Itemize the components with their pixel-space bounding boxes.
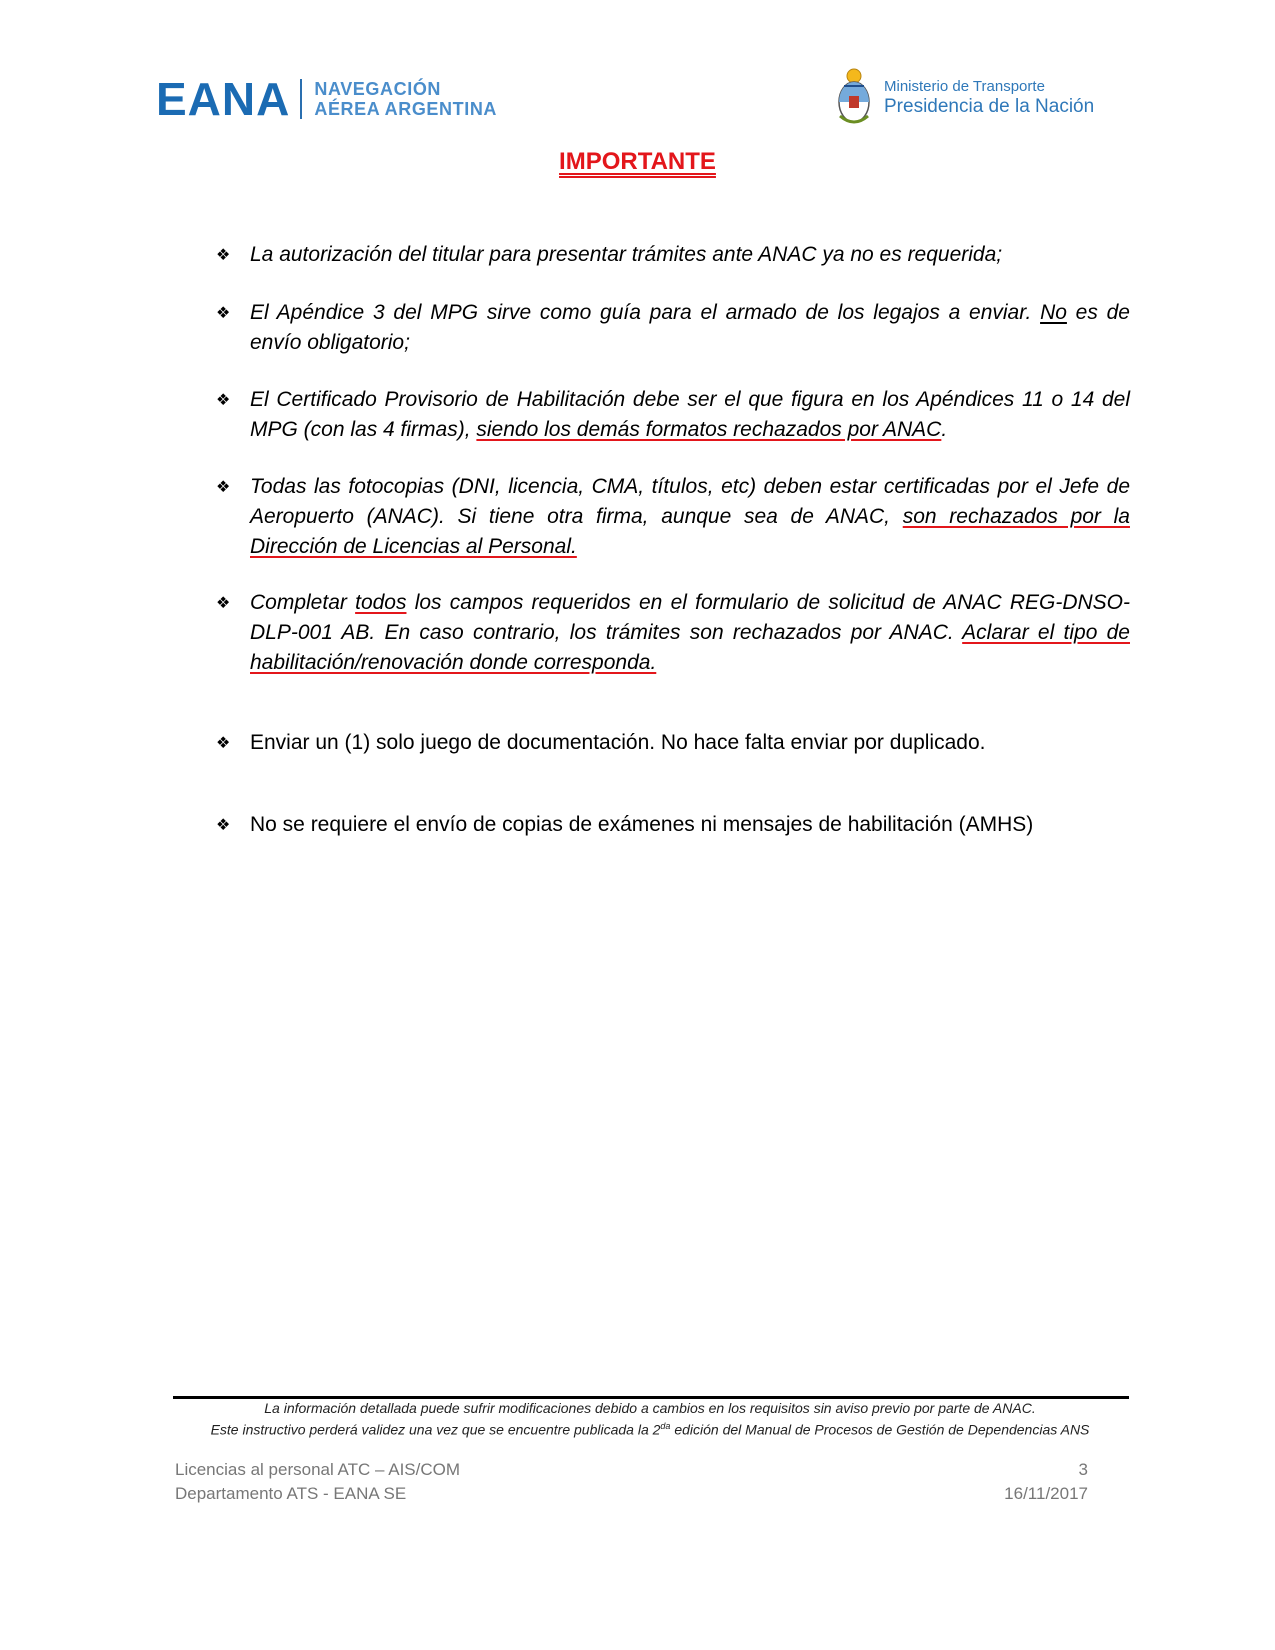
list-item-text	[250, 298, 1130, 358]
eana-logo-line1: NAVEGACIÓN	[314, 79, 442, 99]
footer-note-line1: La información detallada puede sufrir modificaciones debido a cambios en los requisitos sin aviso previo por parte de ANAC.	[264, 1400, 1036, 1416]
four-diamond-bullet-icon: ❖	[216, 390, 231, 409]
list-item-segment: El Certificado Provisorio de Habilitación debe ser el que figura en los Apéndices 11 o 14 del MPG (con las 4 firmas),	[250, 388, 1130, 441]
list-item-segment: Enviar un (1) solo juego de documentación. No hace falta enviar por duplicado.	[250, 731, 986, 754]
list-item	[216, 472, 1130, 562]
list-item	[216, 588, 1130, 678]
list-item-text	[250, 810, 1130, 840]
ministry-line1: Ministerio de Transporte	[884, 78, 1045, 95]
four-diamond-bullet-icon: ❖	[216, 245, 231, 264]
list-item-segment: es de envío obligatorio;	[250, 301, 1130, 354]
list-item-segment: No	[1040, 301, 1067, 324]
footer-left	[175, 1458, 460, 1506]
list-item-segment: El Apéndice 3 del MPG sirve como guía para el armado de los legajos a enviar.	[250, 301, 1041, 324]
eana-logo-line2: AÉREA ARGENTINA	[314, 99, 498, 119]
footer-note-line2-a: Este instructivo perderá validez una vez que se encuentre publicada la 2	[210, 1421, 661, 1438]
footer-department-line2: Departamento ATS - EANA SE	[175, 1484, 407, 1503]
list-item-segment: No se requiere el envío de copias de exámenes ni mensajes de habilitación (AMHS)	[250, 813, 1034, 836]
four-diamond-bullet-icon: ❖	[216, 733, 231, 752]
footer-right	[1004, 1458, 1088, 1506]
list-item-text	[250, 588, 1130, 678]
list-item-text	[250, 472, 1130, 562]
four-diamond-bullet-icon: ❖	[216, 303, 231, 322]
list-item-segment: .	[941, 418, 948, 441]
page-number: 3	[1078, 1460, 1088, 1479]
list-item	[216, 728, 1130, 758]
footer-date: 16/11/2017	[1004, 1484, 1088, 1503]
list-item-segment: los campos requeridos en el formulario de solicitud de ANAC REG-DNSO-DLP-001 AB. En caso contrario, los trámites son rechazados por ANAC.	[250, 591, 1131, 644]
list-item	[216, 810, 1130, 840]
list-item-segment: Completar	[250, 591, 356, 614]
list-item-text	[250, 240, 1130, 270]
argentina-coat-of-arms-icon	[834, 66, 874, 130]
four-diamond-bullet-icon: ❖	[216, 477, 231, 496]
eana-logo-subtitle	[314, 79, 497, 119]
eana-logo	[156, 73, 498, 125]
eana-logo-word: EANA	[156, 73, 291, 125]
list-item-segment: todos	[355, 591, 407, 614]
page-title: IMPORTANTE	[559, 148, 716, 175]
footer-department-line1: Licencias al personal ATC – AIS/COM	[175, 1460, 461, 1479]
list-item-segment: siendo los demás formatos rechazados por ANAC	[476, 418, 942, 441]
list-item	[216, 240, 1130, 270]
footer-note-line2	[150, 1421, 1150, 1438]
list-item	[216, 298, 1130, 358]
footer-divider	[173, 1396, 1129, 1399]
four-diamond-bullet-icon: ❖	[216, 593, 231, 612]
list-item-segment: La autorización del titular para presentar trámites ante ANAC ya no es requerida;	[250, 243, 1003, 266]
footer-note-line2-b: edición del Manual de Procesos de Gestión de Dependencias ANS	[670, 1421, 1090, 1438]
ministry-line2: Presidencia de la Nación	[884, 96, 1095, 117]
list-item-segment: Todas las fotocopias (DNI, licencia, CMA, títulos, etc) deben estar certificadas por el Jefe de Aeropuerto (ANAC). Si tiene otra firma, aunque sea de ANAC,	[250, 475, 1130, 528]
list-item-text	[250, 728, 1130, 758]
ministry-text	[884, 78, 1094, 118]
four-diamond-bullet-icon: ❖	[216, 815, 231, 834]
ministry-logo	[834, 66, 1094, 130]
list-item-text	[250, 385, 1130, 445]
list-item-segment: son rechazados por la Dirección de Licencias al Personal.	[250, 505, 1130, 558]
list-item-segment: Aclarar el tipo de habilitación/renovación donde corresponda.	[250, 621, 1130, 674]
footer-note-line2-sup: da	[660, 1421, 671, 1431]
eana-logo-divider	[300, 79, 302, 119]
list-item	[216, 385, 1130, 445]
